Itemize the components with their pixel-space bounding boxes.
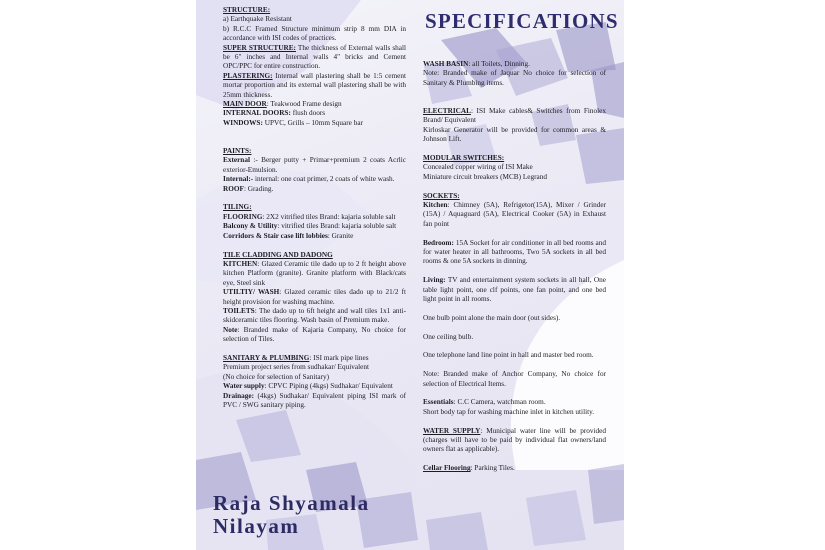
flooring: [223, 213, 406, 222]
living-text: TV and entertainment system sockets in all hall, One table light point, one clf points, one fan point, and one bed light point in all rooms.: [423, 276, 606, 304]
external-paint: [223, 156, 406, 175]
sanitary-line-2: Premium project series from sudhakar/ Equivalent: [223, 363, 369, 372]
internal-text: internal: one coat primer, 2 coats of white wash.: [253, 175, 395, 184]
bedroom-sockets: [423, 239, 606, 267]
windows: [223, 119, 406, 128]
internal-doors-text: flush doors: [290, 109, 326, 118]
wash-text: : all Toilets, Dinning.: [468, 60, 530, 68]
corridors-heading: Corridors & Stair case lift lobbies: [223, 231, 328, 240]
sanitary-text: : ISI mark pipe lines: [309, 353, 369, 362]
drainage-text: (4kgs) Sudhakar/ Equivalent piping ISI mark of PVC / SWG sanitary piping.: [223, 391, 406, 409]
cellar-flooring: [423, 464, 606, 473]
essentials-heading: Essentials: [423, 398, 454, 407]
sanitary-heading: SANITARY & PLUMBING: [223, 353, 310, 362]
utility-text: : Glazed ceramic tiles dado up to 21/2 ft height provision for washing machine.: [223, 288, 406, 306]
main-door-heading: MAIN DOOR: [223, 100, 267, 109]
balcony-heading: Balcony & Utility: [223, 222, 278, 231]
roof: [223, 185, 406, 194]
right-column: [423, 60, 606, 474]
flooring-text: : 2X2 vitrified tiles Brand: kajaria soluble salt: [262, 212, 396, 221]
toilets-heading: TOILETS: [223, 306, 255, 315]
water-heading: Water supply: [223, 382, 265, 391]
plastering-heading: PLASTERING:: [223, 71, 273, 80]
internal-doors-heading: INTERNAL DOORS:: [223, 109, 291, 118]
electrical-heading: ELECTRICAL: [423, 107, 471, 115]
internal-heading: Internal:-: [223, 175, 254, 184]
external-text: :- Berger putty + Primar+premium 2 coats Acrlic exterior-Emulsion.: [223, 156, 406, 174]
wash-heading: WASH BASIN: [423, 60, 469, 68]
short-body-tap: Short body tap for washing machine inlet in kitchen utility.: [423, 407, 595, 416]
kitchen-text: : Glazed Ceramic tile dado up to 2 ft height above kitchen Platform (granite). Granite platform with Black/cats eye, Steel sink: [223, 259, 406, 287]
paints-heading: PAINTS:: [223, 147, 252, 156]
electrical: [423, 107, 606, 126]
essentials: [423, 398, 606, 407]
roof-heading: ROOF: [223, 184, 244, 193]
kitchen-sockets-text: : Chimney (5A), Refrigetor(15A), Mixer / Grinder (15A) / Aquaguard (5A), Electrical Cooker (5A) in Exhaust fan point: [423, 201, 606, 228]
brand-line-2: Nilayam: [213, 514, 300, 538]
water-supply: [223, 382, 406, 391]
utility-wash: [223, 288, 406, 307]
water-supply-heading: WATER SUPPLY: [423, 426, 481, 435]
essentials-text: : C.C Camera, watchman room.: [453, 398, 546, 407]
corridors-text: : Granite: [327, 231, 354, 240]
structure-heading: STRUCTURE:: [223, 6, 271, 14]
structure-a: a) Earthquake Resistant: [223, 15, 292, 24]
page-title: SPECIFICATIONS: [425, 9, 619, 33]
roof-text: : Grading.: [243, 184, 274, 193]
modular-line-2: Miniature circuit breakers (MCB) Legrand: [423, 172, 548, 181]
modular-line-1: Concealed copper wiring of ISI Make: [423, 163, 533, 172]
living-sockets: [423, 276, 606, 304]
anchor-note: Note: Branded make of Anchor Company, No choice for selection of Electrical Items.: [423, 370, 606, 388]
plastering-text: Internal wall plastering shall be 1:5 cement mortar proportion and its external wall plastering shall be with 25mm thickness.: [223, 71, 406, 99]
note-heading: Note: [223, 325, 238, 334]
telephone-point: One telephone land line point in hall and master bed room.: [423, 351, 594, 360]
external-heading: External: [223, 156, 250, 165]
bedroom-text: 15A Socket for air conditioner in all bed rooms and for water heater in all bathrooms, Two 5A sockets in all bed rooms & one 5A sockets in dinning.: [423, 238, 606, 266]
toilets-text: : The dado up to 6ft height and wall tiles 1x1 anti-skidceramic tiles flooring. Wash basin of Premium make.: [223, 306, 406, 325]
toilets: [223, 307, 406, 326]
tiling-heading: TILING:: [223, 203, 252, 212]
main-door-text: : Teakwood Frame design: [266, 100, 342, 109]
electrical-text: : ISI Make cables& Switches from Finolex Brand/ Equivalent: [423, 107, 606, 125]
water-text: : CPVC Piping (4kgs) Sudhakar/ Equivalent: [264, 382, 393, 391]
brand-line-1: Raja Shyamala: [213, 491, 370, 515]
bulb-main-door: One bulb point alone the main door (out sides).: [423, 313, 561, 322]
flooring-heading: FLOORING: [223, 212, 263, 221]
brand-name: [213, 492, 370, 538]
left-column: [223, 6, 406, 410]
sanitary-line-3: (No choice for selection of Sanitary): [223, 372, 330, 381]
kitchen-sockets: [423, 201, 606, 229]
super-structure-text: The thickness of External walls shall be 6" inches and Internal walls 4" bricks and Cement OPC/PPC for entire construction.: [223, 43, 407, 71]
note-text: : Branded make of Kajaria Company, No choice for selection of Tiles.: [223, 325, 406, 344]
balcony-utility: [223, 222, 406, 231]
sockets-heading: SOCKETS:: [423, 191, 460, 200]
wash-basin: [423, 60, 606, 69]
kitchen-heading: KITCHEN: [223, 259, 258, 268]
main-door: [223, 100, 406, 109]
bedroom-heading: Bedroom:: [423, 238, 454, 247]
tiles-note: [223, 326, 406, 345]
drainage: [223, 392, 406, 411]
corridors: [223, 232, 406, 241]
water-supply-text: : Municipal water line will be provided (charges will have to be paid by individual flat owners/land owners flat as applicable).: [423, 426, 606, 454]
cellar-text: : Parking Tiles.: [470, 464, 515, 473]
modular-heading: MODULAR SWITCHES:: [423, 154, 505, 163]
cellar-heading: Cellar Flooring: [423, 464, 471, 473]
wash-note: Note: Branded make of Jaquar No choice for selection of Sanitary & Plumbing items.: [423, 69, 606, 87]
generator: Kirloskar Generator will be provided for common areas & Johnson Lift.: [423, 125, 606, 144]
internal-paint: [223, 175, 406, 184]
sanitary: [223, 354, 406, 363]
utility-heading: UTILTIY/ WASH: [223, 288, 280, 297]
super-structure: [223, 44, 406, 72]
living-heading: Living:: [423, 276, 446, 285]
windows-heading: WINDOWS:: [223, 118, 263, 127]
cladding-heading: TILE CLADDING AND DADONG: [223, 250, 333, 259]
balcony-text: : vitrified tiles Brand: kajaria soluble salt: [277, 222, 397, 231]
super-structure-heading: SUPER STRUCTURE:: [223, 43, 296, 52]
drainage-heading: Drainage:: [223, 391, 255, 400]
plastering: [223, 72, 406, 100]
structure-b: b) R.C.C Framed Structure minimum strip 8 mm DIA in accordance with ISI codes of practices.: [223, 24, 406, 43]
kitchen-dado: [223, 260, 406, 288]
ceiling-bulb: One ceiling bulb.: [423, 332, 474, 341]
municipal-water: [423, 427, 606, 455]
specification-sheet: [196, 0, 624, 550]
internal-doors: [223, 109, 406, 118]
kitchen-sockets-heading: Kitchen: [423, 201, 448, 210]
windows-text: UPVC, Grills – 10mm Square bar: [262, 118, 363, 127]
